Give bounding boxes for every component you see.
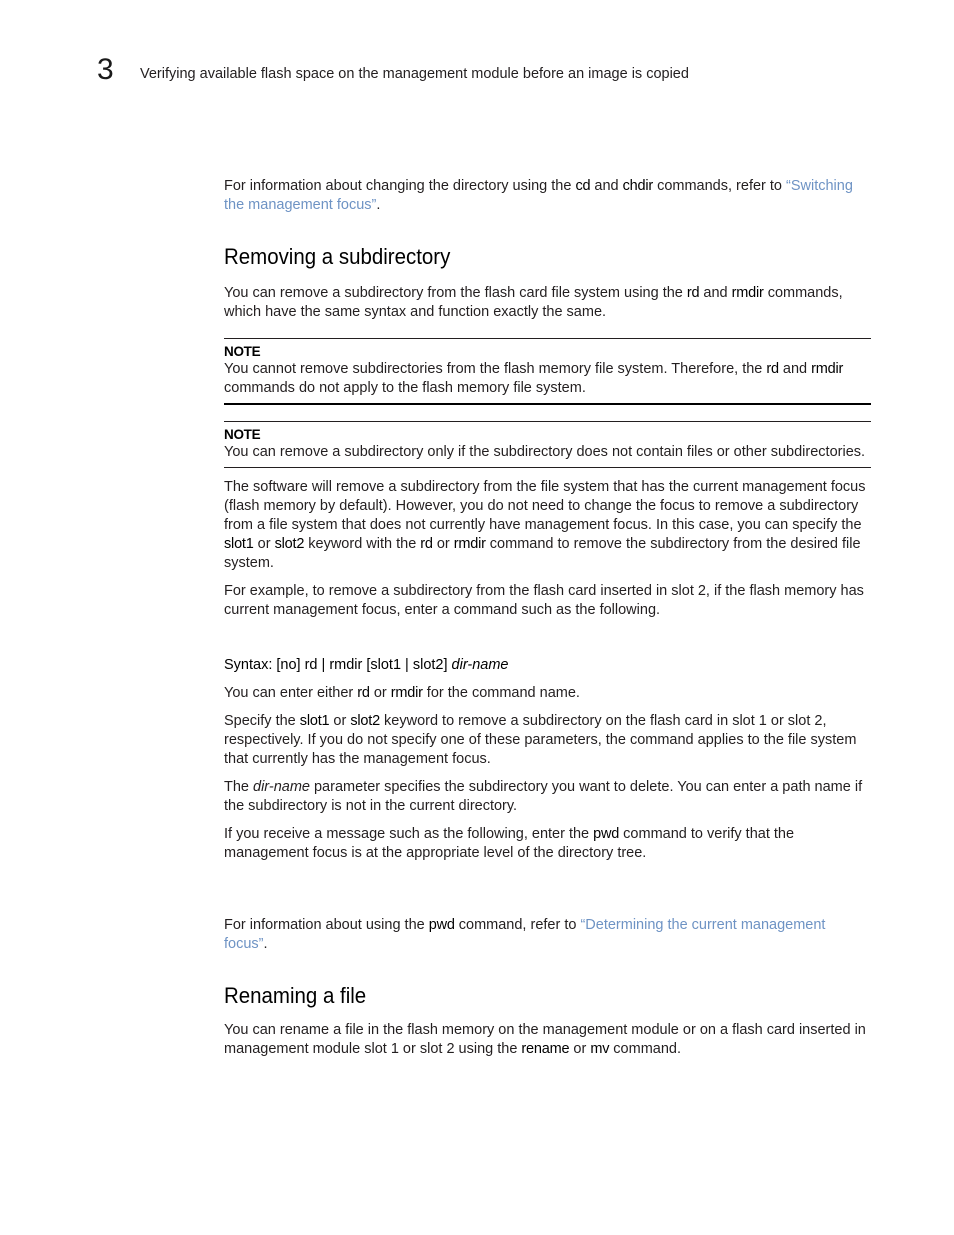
running-header: Verifying available flash space on the management module before an image is copied — [140, 66, 689, 82]
paragraph-command-name: You can enter either rd or rmdir for the command name. — [224, 685, 580, 701]
main-content — [224, 177, 871, 1059]
syntax-line: Syntax: [no] rd | rmdir [slot1 | slot2] dir-name — [224, 657, 509, 673]
note-box-flash-memory — [224, 338, 871, 405]
command-chdir: chdir — [622, 178, 654, 194]
link-switching-management-focus[interactable]: “Switching the management focus” — [224, 178, 853, 213]
paragraph-remove-intro: You can remove a subdirectory from the flash card file system using the rd and rmdir commands, which have the same syntax and function exactly the same. — [224, 285, 843, 320]
heading-removing-subdirectory: Removing a subdirectory — [224, 244, 451, 269]
note-text: You cannot remove subdirectories from the flash memory file system. Therefore, the rd and rmdir commands do not apply to the flash memory file system. — [224, 361, 844, 396]
note-label: NOTE — [224, 427, 261, 442]
paragraph-pwd-reference: For information about using the pwd command, refer to “Determining the current management focus”. — [224, 917, 826, 952]
paragraph-message: If you receive a message such as the following, enter the pwd command to verify that the management focus is at the appropriate level of the directory tree. — [224, 826, 795, 861]
paragraph-software-removes: The software will remove a subdirectory from the file system that has the current management focus (flash memory by default). However, you do not need to change the focus to remove a subdirectory from a file system that does not currently have management focus. In this case, you can specify the slot1 or slot2 keyword with the rd or rmdir command to remove the subdirectory from the desired file system. — [224, 479, 866, 571]
note-box-subdirectory-empty — [224, 421, 871, 468]
paragraph-dir-name: The dir-name parameter specifies the subdirectory you want to delete. You can enter a path name if the subdirectory is not in the current directory. — [224, 779, 863, 814]
link-determining-management-focus[interactable]: “Determining the current management focus” — [224, 917, 826, 952]
note-text: You can remove a subdirectory only if the subdirectory does not contain files or other subdirectories. — [224, 444, 866, 460]
heading-renaming-file: Renaming a file — [224, 983, 367, 1008]
command-cd: cd — [575, 178, 591, 194]
intro-paragraph: For information about changing the directory using the cd and chdir commands, refer to “Switching the management focus”. — [224, 178, 853, 213]
paragraph-example: For example, to remove a subdirectory from the flash card inserted in slot 2, if the flash memory has current management focus, enter a command such as the following. — [224, 583, 864, 618]
paragraph-rename-intro: You can rename a file in the flash memory on the management module or on a flash card inserted in management module slot 1 or slot 2 using the rename or mv command. — [224, 1022, 866, 1057]
note-label: NOTE — [224, 344, 261, 359]
chapter-number: 3 — [97, 53, 114, 86]
paragraph-slot-keyword: Specify the slot1 or slot2 keyword to remove a subdirectory on the flash card in slot 1 or slot 2, respectively. If you do not specify one of these parameters, the command applies to the file system that currently has the management focus. — [224, 713, 857, 767]
